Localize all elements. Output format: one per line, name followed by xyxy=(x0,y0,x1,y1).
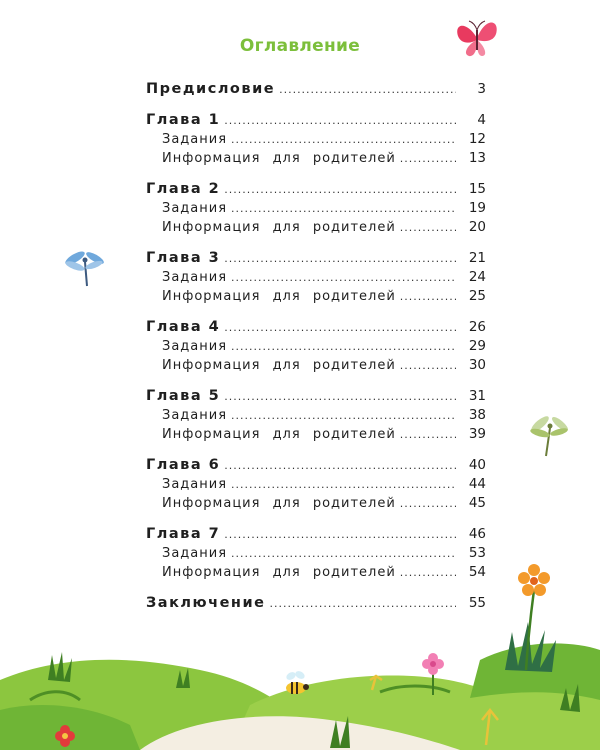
toc-entry-parent-info[interactable] xyxy=(146,357,486,376)
dot-leader xyxy=(231,202,456,215)
toc-label: Задания xyxy=(162,339,228,354)
toc-page-number: 29 xyxy=(468,338,486,354)
dragonfly-icon xyxy=(63,244,107,290)
toc-chapter-group xyxy=(146,457,486,514)
dot-leader xyxy=(231,478,456,491)
toc-page-number: 46 xyxy=(468,526,486,542)
toc-page-number: 19 xyxy=(468,200,486,216)
toc-page-number: 26 xyxy=(468,319,486,335)
toc-label: Задания xyxy=(162,201,228,216)
butterfly-icon xyxy=(452,14,502,60)
dragonfly-icon xyxy=(528,408,572,460)
toc-label: Информация для родителей xyxy=(162,220,396,235)
toc-preface-group xyxy=(146,81,486,100)
dot-leader xyxy=(224,321,456,334)
toc-page-number: 24 xyxy=(468,269,486,285)
toc-label: Информация для родителей xyxy=(162,289,396,304)
toc-page-number: 31 xyxy=(468,388,486,404)
toc-page-number: 13 xyxy=(468,150,486,166)
toc-entry-tasks[interactable] xyxy=(146,200,486,219)
toc-entry-tasks[interactable] xyxy=(146,476,486,495)
toc-label: Задания xyxy=(162,132,228,147)
toc-page-number: 12 xyxy=(468,131,486,147)
toc-entry-chapter-5[interactable] xyxy=(146,388,486,407)
toc-page-number: 25 xyxy=(468,288,486,304)
dot-leader xyxy=(224,390,456,403)
toc-chapter-group xyxy=(146,250,486,307)
dot-leader xyxy=(224,528,456,541)
dot-leader xyxy=(224,183,456,196)
toc-page-number: 3 xyxy=(477,81,486,97)
toc-page-number: 20 xyxy=(468,219,486,235)
toc-page-number: 39 xyxy=(468,426,486,442)
toc-entry-tasks[interactable] xyxy=(146,269,486,288)
toc-label: Глава 3 xyxy=(146,250,221,266)
dot-leader xyxy=(231,409,456,422)
toc-page-number: 55 xyxy=(468,595,486,611)
toc-label: Заключение xyxy=(146,595,266,611)
toc-entry-parent-info[interactable] xyxy=(146,426,486,445)
toc-label: Глава 6 xyxy=(146,457,221,473)
toc-page-number: 21 xyxy=(468,250,486,266)
toc-label: Глава 5 xyxy=(146,388,221,404)
toc-label: Глава 7 xyxy=(146,526,221,542)
toc-label: Глава 1 xyxy=(146,112,221,128)
toc-entry-parent-info[interactable] xyxy=(146,288,486,307)
toc-page-number: 45 xyxy=(468,495,486,511)
toc-page-number: 38 xyxy=(468,407,486,423)
toc-page-number: 53 xyxy=(468,545,486,561)
toc-chapter-group xyxy=(146,112,486,169)
toc-page-number: 4 xyxy=(477,112,486,128)
toc-entry-parent-info[interactable] xyxy=(146,495,486,514)
toc-entry-chapter-3[interactable] xyxy=(146,250,486,269)
toc-entry-tasks[interactable] xyxy=(146,131,486,150)
toc-entry-chapter-2[interactable] xyxy=(146,181,486,200)
toc-page-number: 15 xyxy=(468,181,486,197)
toc-entry-chapter-1[interactable] xyxy=(146,112,486,131)
dot-leader xyxy=(231,547,456,560)
toc-page-number: 30 xyxy=(468,357,486,373)
dot-leader xyxy=(224,252,456,265)
meadow-illustration xyxy=(0,560,600,750)
toc-entry-preface[interactable] xyxy=(146,81,486,100)
toc-page-number: 44 xyxy=(468,476,486,492)
dot-leader xyxy=(400,152,456,165)
toc-entry-chapter-4[interactable] xyxy=(146,319,486,338)
dot-leader xyxy=(400,497,456,510)
page-title: Оглавление xyxy=(239,36,361,56)
toc-label: Глава 2 xyxy=(146,181,221,197)
toc-chapter-group xyxy=(146,319,486,376)
toc-chapter-group xyxy=(146,388,486,445)
table-of-contents xyxy=(146,81,486,614)
dot-leader xyxy=(400,428,456,441)
toc-entry-parent-info[interactable] xyxy=(146,219,486,238)
toc-label: Информация для родителей xyxy=(162,565,396,580)
toc-label: Задания xyxy=(162,477,228,492)
toc-label: Информация для родителей xyxy=(162,151,396,166)
toc-label: Информация для родителей xyxy=(162,496,396,511)
toc-label: Задания xyxy=(162,546,228,561)
toc-entry-chapter-7[interactable] xyxy=(146,526,486,545)
toc-page-number: 54 xyxy=(468,564,486,580)
dot-leader xyxy=(400,290,456,303)
dot-leader xyxy=(400,359,456,372)
toc-entry-parent-info[interactable] xyxy=(146,150,486,169)
toc-label: Предисловие xyxy=(146,81,276,97)
toc-entry-chapter-6[interactable] xyxy=(146,457,486,476)
dot-leader xyxy=(231,340,456,353)
toc-label: Задания xyxy=(162,408,228,423)
toc-page-number: 40 xyxy=(468,457,486,473)
toc-label: Задания xyxy=(162,270,228,285)
toc-entry-tasks[interactable] xyxy=(146,338,486,357)
toc-label: Информация для родителей xyxy=(162,358,396,373)
dot-leader xyxy=(224,459,456,472)
toc-label: Глава 4 xyxy=(146,319,221,335)
toc-entry-tasks[interactable] xyxy=(146,407,486,426)
dot-leader xyxy=(231,133,456,146)
dot-leader xyxy=(400,221,456,234)
toc-chapter-group xyxy=(146,181,486,238)
dot-leader xyxy=(224,114,456,127)
toc-label: Информация для родителей xyxy=(162,427,396,442)
dot-leader xyxy=(279,83,456,96)
dot-leader xyxy=(231,271,456,284)
